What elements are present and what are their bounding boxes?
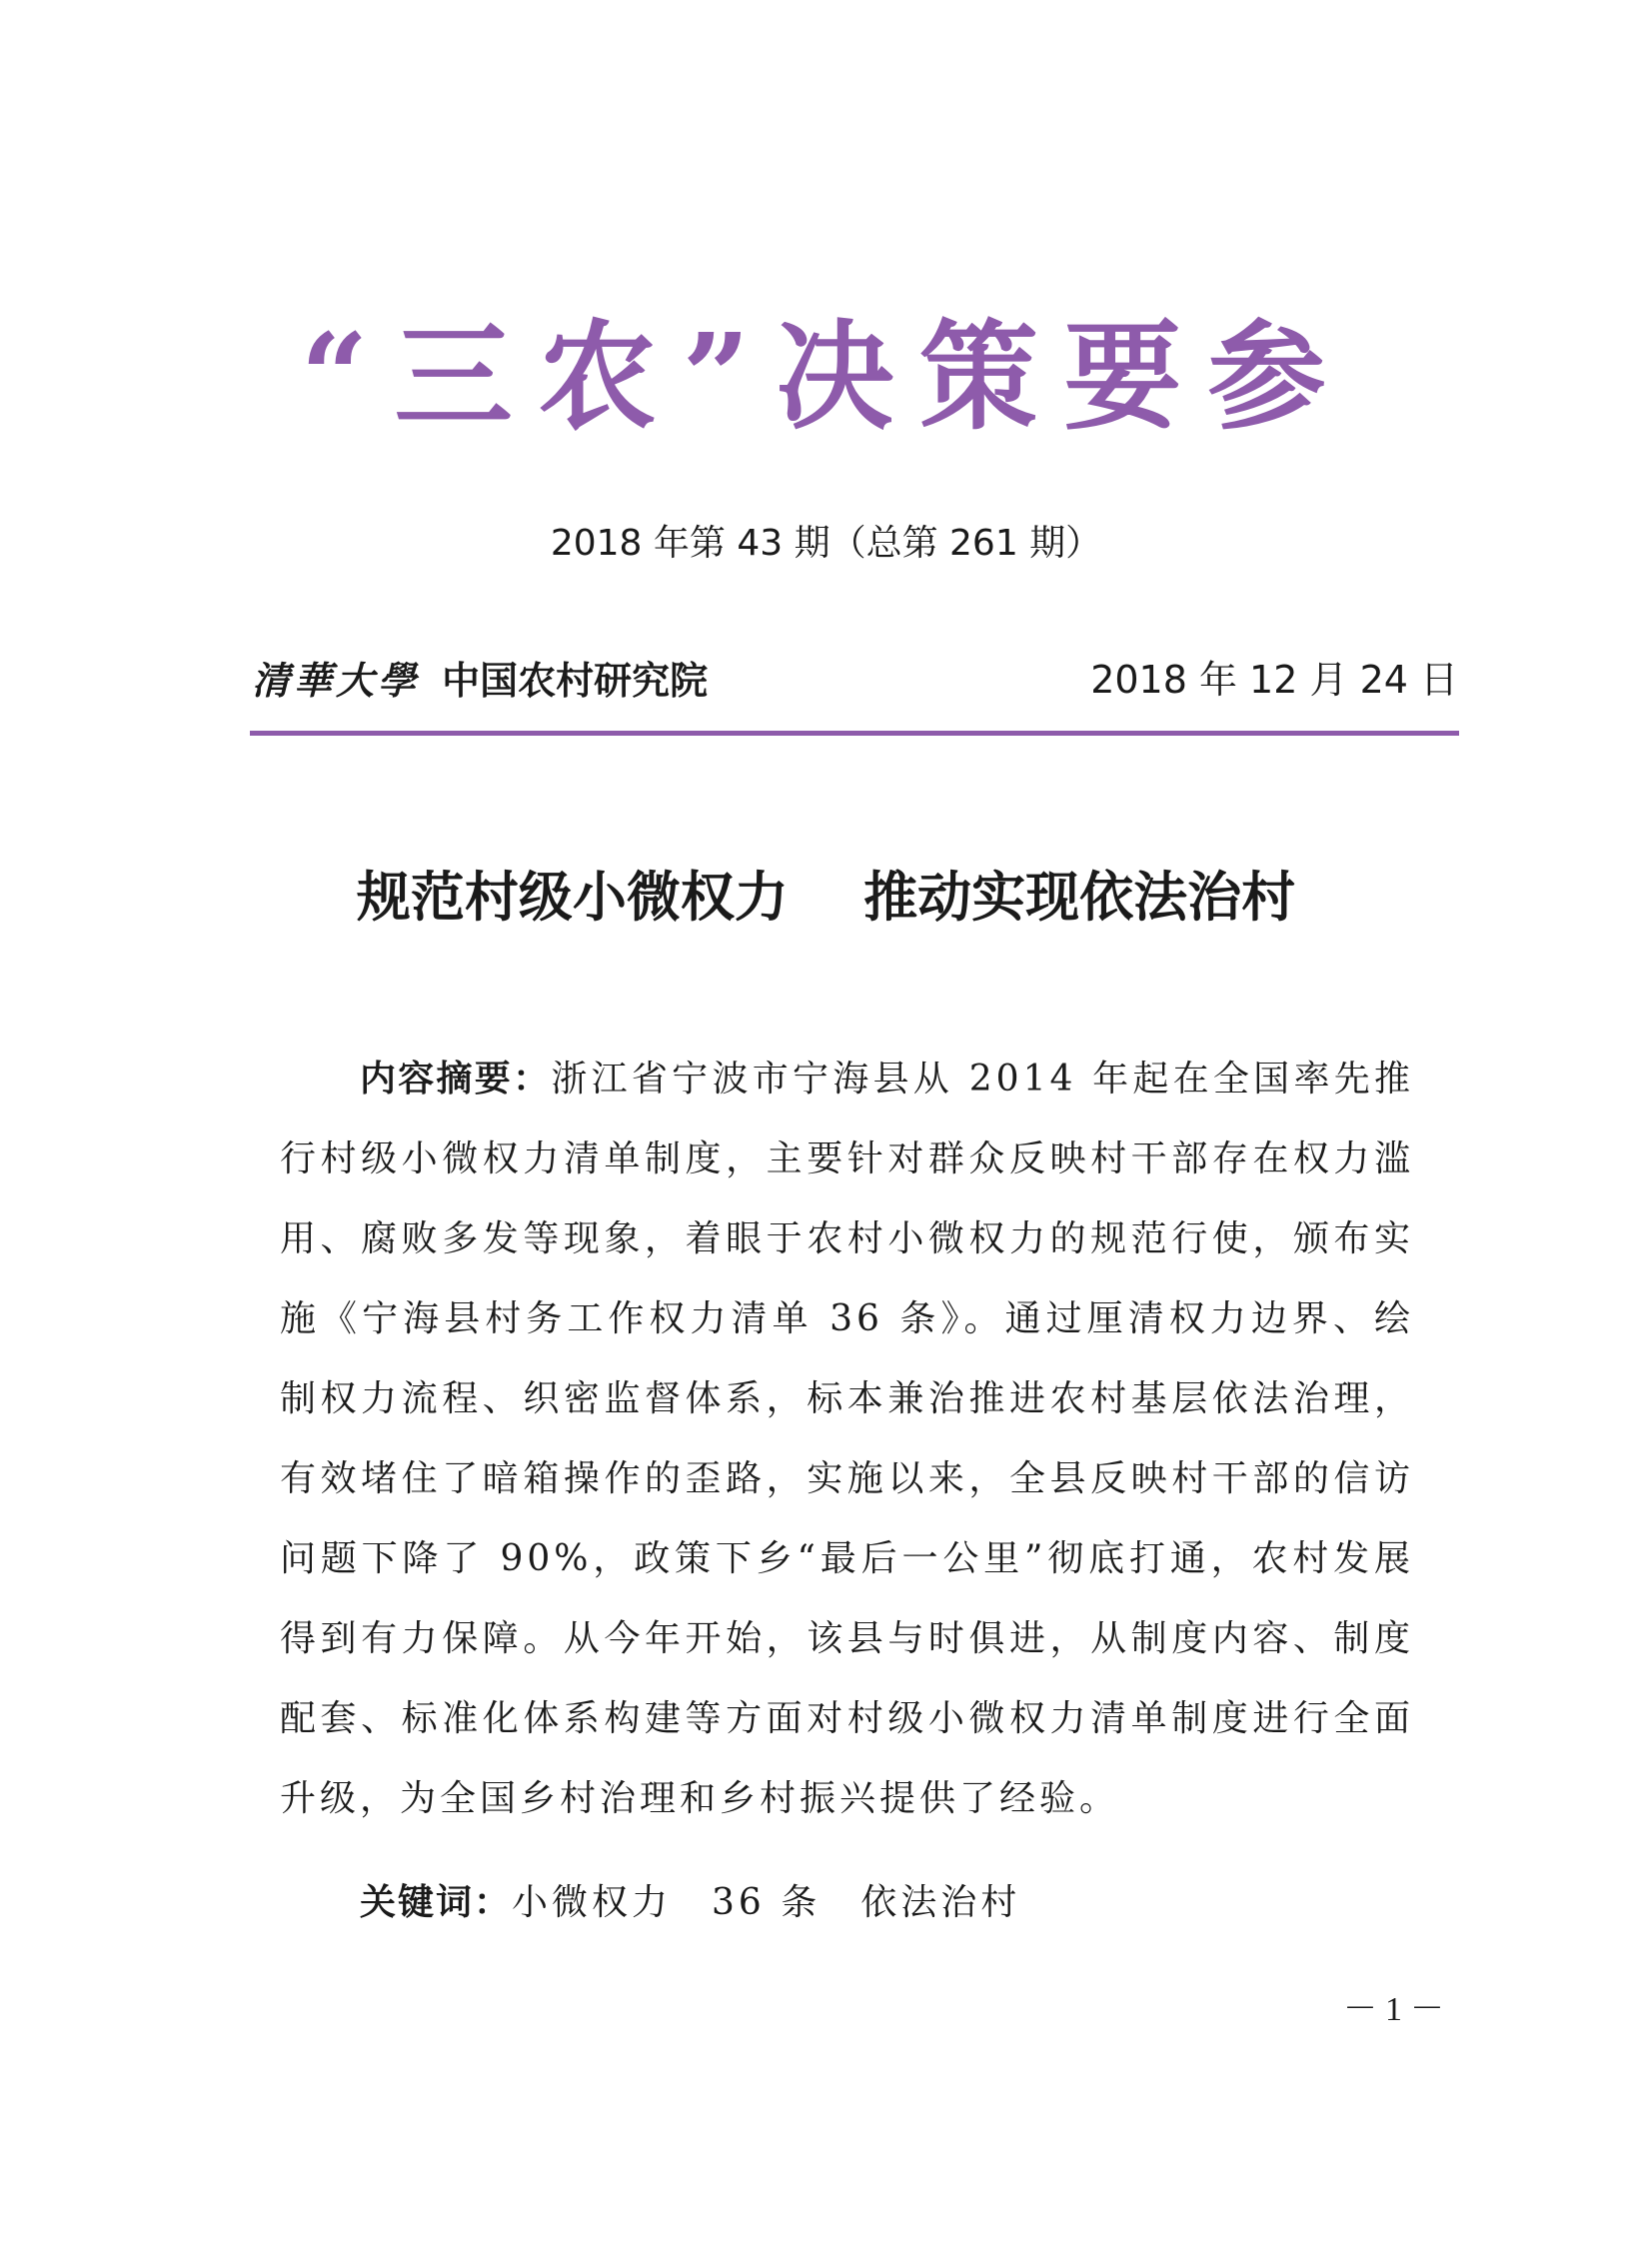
abstract-text: 浙江省宁波市宁海县从 2014 年起在全国率先推行村级小微权力清单制度，主要针对群众反映村干部存在权力滥用、腐败多发等现象，着眼于农村小微权力的规范行使，颁布实施《宁海县村务工作权力清单 36 条》。通过厘清权力边界、绘制权力流程、织密监督体系，标本兼治推进农村基层依法治理，有效堵住了暗箱操作的歪路，实施以来，全县反映村干部的信访问题下降了 90%，政策下乡“最后一公里”彻底打通，农村发展得到有力保障。从今年开始，该县与时俱进，从制度内容、制度配套、标准化体系构建等方面对村级小微权力清单制度进行全面升级，为全国乡村治理和乡村振兴提供了经验。	[280, 1059, 1414, 1819]
abstract-label: 内容摘要：	[360, 1059, 552, 1100]
issue-number: 2018 年第 43 期（总第 261 期）	[550, 523, 1102, 564]
abstract-paragraph	[280, 1040, 1414, 1839]
university-logo-text: 清華大學	[252, 658, 421, 703]
page-number: －1－	[1343, 1991, 1452, 2028]
keywords-label: 关键词：	[360, 1882, 513, 1923]
keyword-item: 36 条	[712, 1882, 822, 1923]
article-title: 规范村级小微权力 推动实现依法治村	[356, 866, 1296, 929]
keyword-item: 依法治村	[860, 1882, 1021, 1923]
publication-date: 2018 年 12 月 24 日	[1090, 658, 1458, 702]
keywords-line	[360, 1881, 1060, 1924]
header-divider	[250, 731, 1459, 736]
keyword-item: 小微权力	[512, 1882, 673, 1923]
institute-name: 中国农村研究院	[442, 658, 709, 703]
institute-header	[252, 658, 708, 705]
masthead-title: “三农”决策要参	[300, 307, 1352, 446]
